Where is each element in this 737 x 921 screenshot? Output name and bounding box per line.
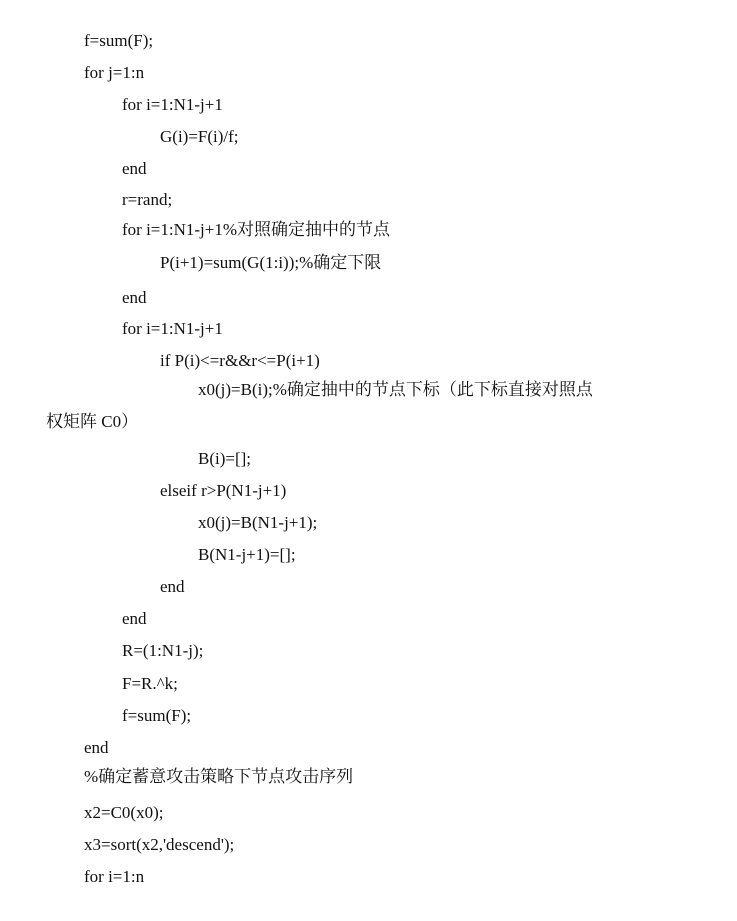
code-line: for i=1:N1-j+1	[122, 319, 223, 338]
code-line: r=rand;	[122, 190, 173, 209]
code-line: end	[122, 609, 147, 628]
code-line: x0(j)=B(i);%确定抽中的节点下标（此下标直接对照点	[198, 380, 593, 399]
code-line: end	[122, 288, 147, 307]
code-line: P(i+1)=sum(G(1:i));%确定下限	[160, 253, 382, 272]
code-line: for i=1:N1-j+1	[122, 95, 223, 114]
code-line: if P(i)<=r&&r<=P(i+1)	[160, 351, 320, 370]
code-line: for i=1:N1-j+1%对照确定抽中的节点	[122, 220, 391, 239]
code-line: end	[84, 738, 109, 757]
code-line: G(i)=F(i)/f;	[160, 127, 239, 146]
code-line: for j=1:n	[84, 63, 145, 82]
code-line: elseif r>P(N1-j+1)	[160, 481, 287, 500]
code-line: x3=sort(x2,'descend');	[84, 835, 235, 854]
code-line: f=sum(F);	[122, 706, 192, 725]
code-line: R=(1:N1-j);	[122, 641, 204, 660]
code-line: for i=1:n	[84, 867, 145, 886]
code-line: B(i)=[];	[198, 449, 252, 468]
code-line: end	[160, 577, 185, 596]
code-line: F=R.^k;	[122, 674, 178, 693]
code-line: x0(j)=B(N1-j+1);	[198, 513, 318, 532]
code-line: B(N1-j+1)=[];	[198, 545, 296, 564]
code-line: 权矩阵 C0）	[46, 412, 139, 431]
code-line: f=sum(F);	[84, 31, 154, 50]
code-line: x2=C0(x0);	[84, 803, 164, 822]
code-line: %确定蓄意攻击策略下节点攻击序列	[84, 767, 354, 786]
code-line: end	[122, 159, 147, 178]
